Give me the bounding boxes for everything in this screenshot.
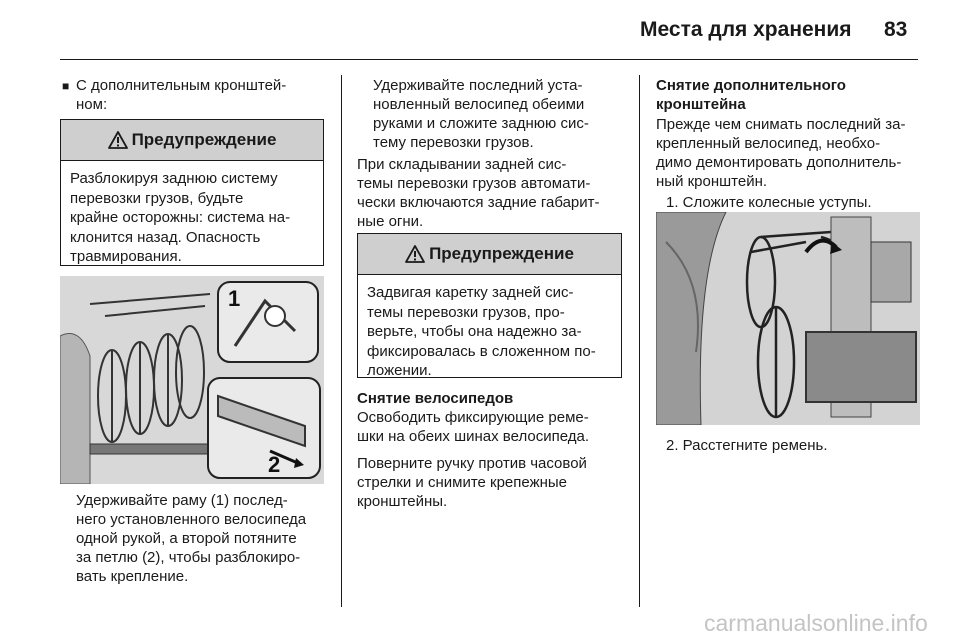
bike-on-carrier-drawing	[656, 212, 920, 425]
page-title: Места для хранения	[640, 18, 852, 41]
middle-para-1: Удерживайте последний уста- новленный велосипед обеими руками и сложите заднюю сис- тему перевозки грузов.	[373, 77, 589, 151]
bullet-mark: ■	[62, 79, 70, 93]
step-2: 2. Расстегните ремень.	[666, 437, 828, 454]
bullet-item	[60, 76, 330, 114]
warning-box-left	[60, 119, 324, 266]
column-divider-2	[639, 75, 640, 607]
fold-wheel-holders-illustration	[656, 212, 920, 425]
page-number: 83	[884, 18, 908, 41]
watermark: carmanualsonline.info	[704, 610, 928, 636]
bike-rack-unlock-illustration	[60, 276, 324, 484]
warning-triangle-icon	[108, 131, 128, 149]
step-1: 1. Сложите колесные уступы.	[666, 194, 872, 211]
warning-title: Предупреждение	[131, 130, 277, 149]
left-caption: Удерживайте раму (1) послед- него установленного велосипеда одной рукой, а второй потяните за петлю (2), чтобы разблокиро- вать крепление.	[76, 492, 307, 585]
header-divider	[60, 59, 918, 60]
warning-triangle-icon	[405, 245, 425, 263]
warning-text: Задвигая каретку задней сис- темы перевозки грузов, про- верьте, чтобы она надежно за- фиксировалась в сложенном по- ложении.	[367, 284, 596, 379]
section-title-remove-bikes: Снятие велосипедов	[357, 390, 514, 407]
warning-box-middle	[357, 233, 622, 378]
warning-text: Разблокируя заднюю систему перевозки грузов, будьте крайне осторожны: система на- клонится назад. Опасность травмирования.	[70, 170, 291, 265]
callout-1: 1	[228, 286, 241, 311]
warning-header	[358, 234, 621, 275]
middle-para-3: Освободить фиксирующие реме- шки на обеих шинах велосипеда.	[357, 409, 589, 445]
bike-carrier-drawing	[60, 276, 324, 484]
callout-2: 2	[268, 452, 281, 477]
middle-para-4: Поверните ручку против часовой стрелки и снимите крепежные кронштейны.	[357, 455, 587, 510]
warning-title: Предупреждение	[429, 244, 574, 263]
section-title-remove-bracket: Снятие дополнительного кронштейна	[656, 77, 846, 113]
column-divider-1	[341, 75, 342, 607]
right-para-1: Прежде чем снимать последний за- крепленный велосипед, необхо- димо демонтировать дополнитель- ный кронштейн.	[656, 116, 906, 190]
middle-para-2: При складывании задней сис- темы перевозки грузов автомати- чески включаются задние габарит- ные огни.	[357, 156, 600, 230]
bullet-text: С дополнительным кронштей- ном:	[76, 77, 287, 113]
warning-header	[61, 120, 323, 161]
